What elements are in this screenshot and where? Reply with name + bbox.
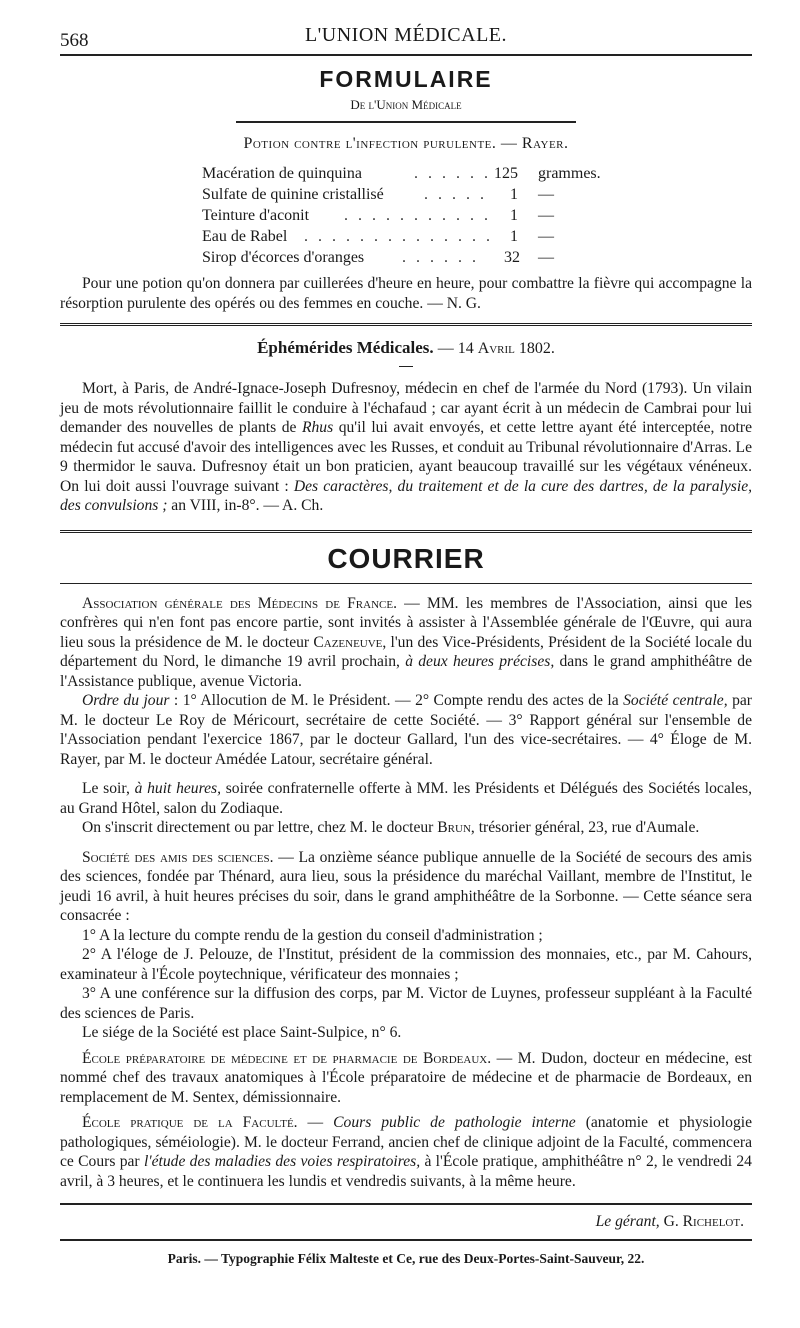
amis-siege: Le siége de la Société est place Saint-Sulpice, n° 6. bbox=[82, 1024, 402, 1041]
recipe-row bbox=[202, 226, 752, 247]
ordre-o1: : 1° Allocution de M. le Président. — 2° Compte rendu des actes de la bbox=[169, 692, 624, 709]
ingredient-qty: 1 bbox=[510, 228, 518, 245]
leader-dots: . . . . . . . . . . . . . . bbox=[304, 228, 493, 245]
study-title: l'étude des maladies des voies respiratoires, bbox=[143, 1153, 421, 1170]
soir-a: Le soir, bbox=[82, 780, 135, 797]
ingredient-unit: — bbox=[538, 207, 554, 224]
leader-dots: . . . . . bbox=[424, 186, 487, 203]
ingredient-name: Sirop d'écorces d'oranges bbox=[202, 249, 365, 266]
courrier-rule bbox=[60, 583, 752, 584]
ephemerides-title bbox=[60, 338, 752, 358]
amis-item: 3° A une conférence sur la diffusion des corps, par M. Victor de Luynes, professeur suppléant à la Faculté des sciences de Paris. bbox=[60, 985, 752, 1022]
bordeaux-text: — M. Dudon, docteur en médecine, est nommé chef des travaux anatomiques à l'École préparatoire de médecine et de pharmacie de Bordeaux, en remplacement de M. Sentex, démissionnaire. bbox=[60, 1049, 752, 1106]
inscription-paragraph bbox=[60, 818, 752, 838]
association-paragraph bbox=[60, 594, 752, 692]
imprint: Paris. — Typographie Félix Malteste et Ce, rue des Deux-Portes-Saint-Sauveur, 22. bbox=[167, 1251, 645, 1266]
ephemerides-date-prefix: — 14 bbox=[433, 340, 478, 357]
pratique-t1: — bbox=[297, 1114, 334, 1131]
recipe-row bbox=[202, 163, 752, 184]
ingredient-name: Eau de Rabel bbox=[202, 228, 288, 245]
association-t1: — MM. les membres de l'Association, ainsi que les confrères qui n'en font pas encore partie, sont invités à assister à l'Assemblée générale de l'Œuvre, qui aura lieu sous la présidence de M. le docteur bbox=[60, 594, 753, 651]
ephemerides-year: 1802. bbox=[514, 340, 555, 357]
amis-text: — La onzième séance publique annuelle de la Société de secours des amis des sciences, fondée par Thénard, aura lieu, sous la présidence du maréchal Vaillant, membre de l'Institut, le jeudi 16 avril, à huit heures précises du soir, dans le grand amphithéâtre de la Sorbonne. — Cette séance sera consacrée : bbox=[60, 848, 752, 924]
ingredient-qty: 125 bbox=[494, 165, 518, 182]
ingredient-name: Sulfate de quinine cristallisé bbox=[202, 186, 384, 203]
recipe-row bbox=[202, 247, 752, 268]
ordre-du-jour bbox=[60, 691, 752, 769]
ordre-label: Ordre du jour bbox=[82, 692, 170, 709]
bordeaux-head: École préparatoire de médecine et de pharmacie de Bordeaux. bbox=[82, 1049, 492, 1067]
inscr-b: , trésorier général, 23, rue d'Aumale. bbox=[470, 819, 700, 836]
societe-centrale: Société centrale, bbox=[623, 692, 728, 709]
leader-dots: . . . . . . bbox=[414, 165, 491, 182]
leader-dots: . . . . . . . . . . . bbox=[344, 207, 491, 224]
section-divider bbox=[60, 323, 752, 326]
ephemerides-heading: Éphémérides Médicales. bbox=[257, 338, 434, 357]
ingredient-name: Teinture d'aconit bbox=[202, 207, 310, 224]
journal-title: L'UNION MÉDICALE. bbox=[304, 24, 508, 46]
recipe-title: Potion contre l'infection purulente. — Rayer. bbox=[243, 135, 569, 152]
footer-rule bbox=[60, 1203, 752, 1205]
ephemerides-end: an VIII, in-8°. — A. Ch. bbox=[167, 497, 324, 514]
gerant-name: G. Richelot. bbox=[659, 1213, 744, 1230]
ingredient-unit: — bbox=[538, 249, 554, 266]
amis-item: 1° A la lecture du compte rendu de la gestion du conseil d'administration ; bbox=[82, 926, 543, 944]
amis-item: 2° A l'éloge de J. Pelouze, de l'Institut, président de la commission des monnaies, etc., par M. Cahours, examinateur à l'École poytechnique, vérificateur des monnaies ; bbox=[60, 946, 752, 983]
soir-b: soirée confraternelle offerte à MM. les Présidents et Délégués des Sociétés locales, au Grand Hôtel, salon du Zodiaque. bbox=[60, 780, 752, 817]
formulaire-rule bbox=[236, 121, 576, 123]
ephemerides-main: Mort, à Paris, de André-Ignace-Joseph Dufresnoy, médecin en chef de l'armée du Nord (1793). Un vilain jeu de mots révolutionnaire faillit le conduire à l'échafaud ; car ayant écrit à un médecin de Cambrai pour lui demander des nouvelles de plants de bbox=[60, 380, 752, 436]
inscr-a: On s'inscrit directement ou par lettre, chez M. le docteur bbox=[82, 819, 438, 836]
ingredient-unit: — bbox=[538, 228, 554, 245]
soiree-paragraph bbox=[60, 779, 752, 818]
gerant-label: Le gérant, bbox=[595, 1213, 660, 1230]
spacer bbox=[60, 769, 752, 779]
pratique-head: École pratique de la Faculté. bbox=[82, 1114, 298, 1131]
formulaire-title: FORMULAIRE bbox=[319, 66, 493, 92]
association-t2: , l'un des Vice-Présidents, Président de la Société locale du département du Nord, le dimanche 19 avril prochain, bbox=[60, 633, 752, 670]
courrier-title: COURRIER bbox=[327, 542, 485, 574]
pratique-t2: (anatomie et physiologie pathologiques, séméiologie). M. le docteur Ferrand, ancien chef de clinique adjoint de la Faculté, commencera ce Cours par bbox=[60, 1114, 753, 1170]
amis-sciences-paragraph bbox=[60, 848, 752, 926]
ingredient-name: Macération de quinquina bbox=[202, 165, 362, 182]
imprint-rule bbox=[60, 1239, 752, 1241]
recipe-instructions: Pour une potion qu'on donnera par cuillerées d'heure en heure, pour combattre la fièvre qui accompagne la résorption purulente des opérés ou des femmes en couche. — N. G. bbox=[60, 275, 752, 312]
section-divider bbox=[60, 530, 752, 533]
ecole-bordeaux-paragraph bbox=[60, 1049, 752, 1108]
page-number: 568 bbox=[60, 30, 89, 51]
rhus-word: Rhus bbox=[301, 419, 334, 436]
recipe-row bbox=[202, 205, 752, 226]
small-dash bbox=[399, 366, 413, 367]
recipe-row bbox=[202, 184, 752, 205]
running-head bbox=[60, 18, 752, 54]
association-time: à deux heures précises, bbox=[405, 653, 555, 670]
leader-dots: . . . . . . bbox=[402, 249, 479, 266]
ingredient-unit: grammes. bbox=[538, 165, 601, 182]
brun-name: Brun bbox=[437, 819, 471, 836]
spacer bbox=[60, 838, 752, 848]
ingredient-unit: — bbox=[538, 186, 554, 203]
ephemerides-cont: qu'il lui avait envoyés, et cette lettre ayant été interceptée, notre médecin fut accusé d'avoir des intelligences avec les Russes, et conduit au Tribunal révolutionnaire d'Arras. Le 9 thermidor le sauva. Dufresnoy était un bon praticien, ayant beaucoup travaillé sur les végétaux vénéneux. On lui doit aussi l'ouvrage suivant : bbox=[60, 419, 752, 495]
header-rule bbox=[60, 54, 752, 56]
ingredient-qty: 1 bbox=[510, 207, 518, 224]
ingredient-qty: 32 bbox=[504, 249, 520, 266]
soir-time: à huit heures, bbox=[134, 780, 221, 797]
ingredient-qty: 1 bbox=[510, 186, 518, 203]
association-t3: dans le grand amphithéâtre de l'Assistance publique, avenue Victoria. bbox=[60, 653, 752, 690]
ephemerides-text bbox=[60, 379, 752, 516]
pratique-t3: à l'École pratique, amphithéâtre n° 2, le vendredi 24 avril, à 3 heures, et le continuera les lundis et vendredis suivants, à la même heure. bbox=[60, 1153, 752, 1190]
association-head: Association générale des Médecins de France. bbox=[82, 594, 397, 612]
formulaire-subtitle: De l'Union Médicale bbox=[350, 97, 462, 112]
ephemerides-month: Avril bbox=[477, 340, 515, 357]
ordre-o2: par M. le docteur Le Roy de Méricourt, secrétaire de cette Société. — 3° Rapport général sur l'ensemble de l'Association pendant l'exercice 1867, par le docteur Gallard, l'un des vice-secrétaires. — 4° Éloge de M. Rayer, par M. le docteur Amédée Latour, secrétaire général. bbox=[60, 692, 752, 768]
course-title: Cours public de pathologie interne bbox=[333, 1114, 576, 1131]
book-title: Des caractères, du traitement et de la cure des dartres, de la paralysie, des convulsions ; bbox=[60, 477, 753, 514]
cazeneuve-name: Cazeneuve bbox=[313, 633, 383, 651]
signature bbox=[60, 1213, 752, 1231]
recipe-list bbox=[202, 163, 752, 268]
ecole-pratique-paragraph bbox=[60, 1113, 752, 1191]
amis-head: Société des amis des sciences. bbox=[82, 848, 274, 866]
